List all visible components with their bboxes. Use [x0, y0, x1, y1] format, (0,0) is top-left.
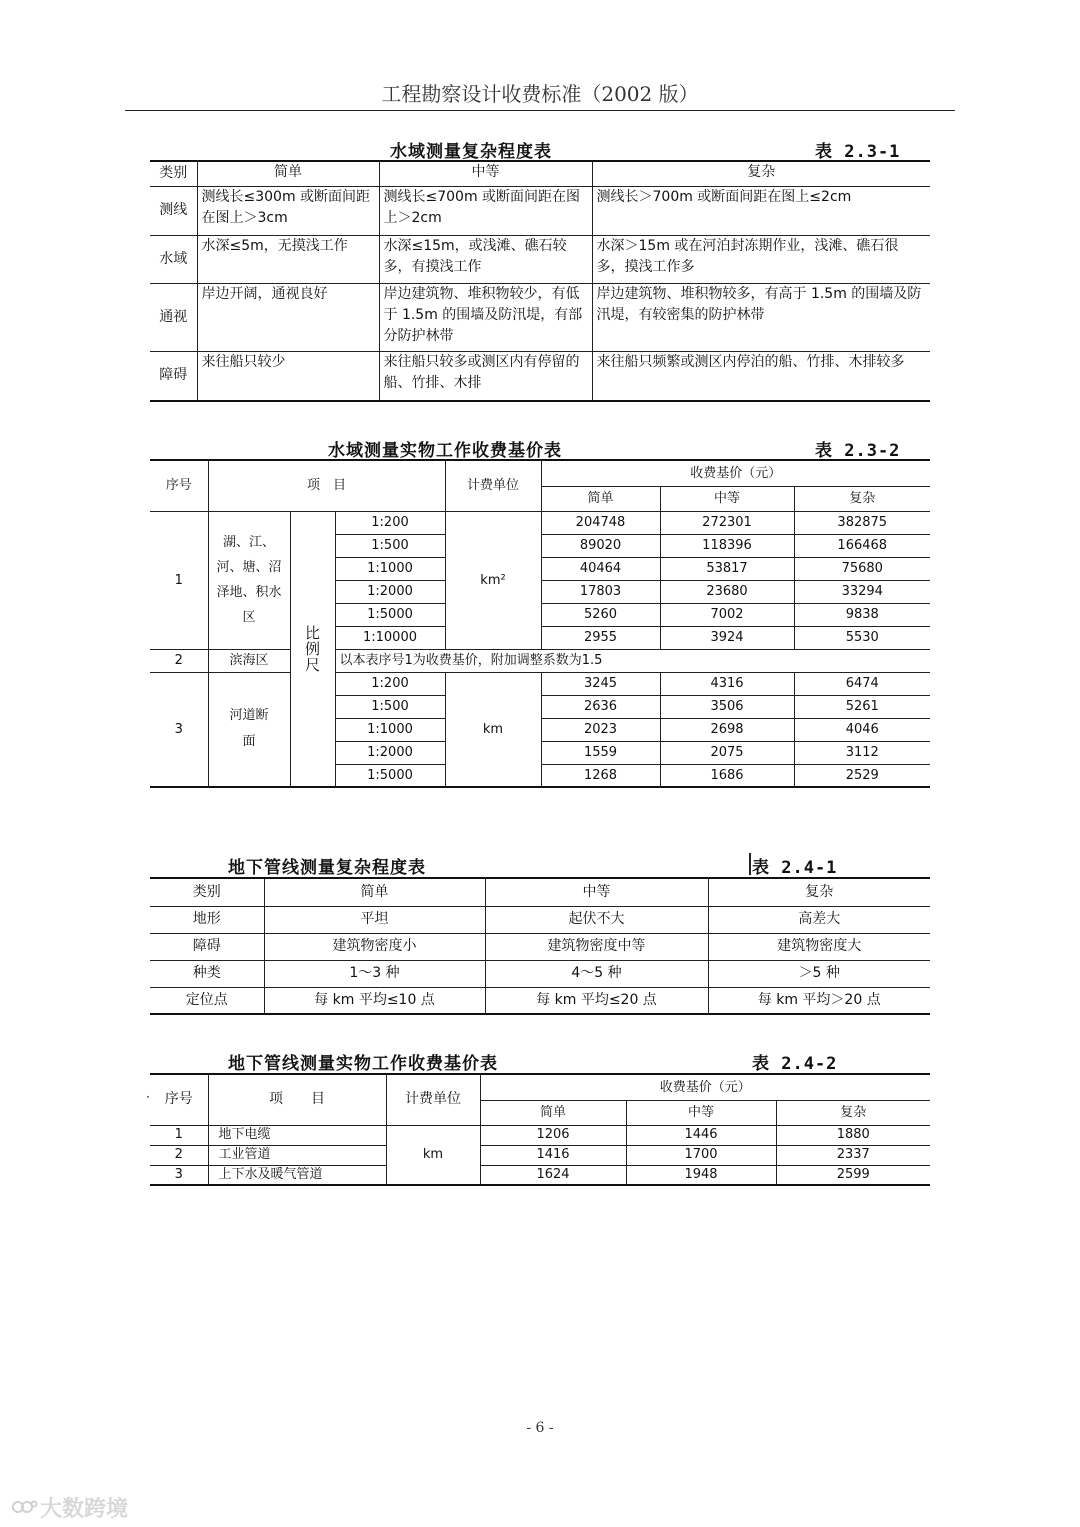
table-2-3-2-title: 水域测量实物工作收费基价表: [328, 441, 562, 461]
header-category: 类别: [150, 878, 264, 906]
table-2-4-1: [150, 877, 930, 1015]
header-simple: 简单: [264, 878, 485, 906]
table-2-3-1-title: 水域测量复杂程度表: [390, 142, 552, 162]
logo-icon: [12, 1498, 38, 1521]
table-row: 2 滨海区 以本表序号1为收费基价，附加调整系数为1.5: [150, 649, 930, 672]
scale-label: 比例尺: [290, 511, 335, 787]
table-row: 1:1000 2023 2698 4046: [150, 718, 930, 741]
table-2-3-1-number: 表 2.3-1: [815, 142, 901, 162]
table-row: 1 地下电缆 km 1206 1446 1880: [150, 1125, 930, 1145]
table-row: 1:2000 1559 2075 3112: [150, 741, 930, 764]
header-complex: 复杂: [708, 878, 930, 906]
group3-unit: km: [445, 672, 541, 787]
header-complex: 复杂: [776, 1100, 930, 1125]
table-2-4-2: [150, 1073, 930, 1186]
group1-name: 湖、江、河、塘、沼泽地、积水区: [208, 511, 290, 649]
table-row: 1:5000 5260 7002 9838: [150, 603, 930, 626]
header-rule: [125, 110, 955, 111]
table-row: 1:500 2636 3506 5261: [150, 695, 930, 718]
table-2-4-1-title: 地下管线测量复杂程度表: [228, 858, 426, 878]
header-complex: 复杂: [592, 161, 930, 186]
page-number: - 6 -: [526, 1420, 554, 1436]
table-2-4-2-title: 地下管线测量实物工作收费基价表: [228, 1054, 498, 1074]
header-simple: 简单: [480, 1100, 626, 1125]
table-2-3-2: [150, 459, 930, 788]
group3-name: 河道断面: [208, 672, 290, 787]
watermark-text: 大数跨境: [40, 1497, 129, 1522]
stray-mark: ·: [146, 1090, 150, 1104]
header-price: 收费基价（元）: [480, 1074, 930, 1100]
header-item: 项 目: [208, 460, 445, 511]
table-row: 障碍 来往船只较少 来往船只较多或测区内有停留的船、竹排、木排 来往船只频繁或测区内停泊的船、竹排、木排较多: [150, 351, 930, 401]
table-row: 通视 岸边开阔，通视良好 岸边建筑物、堆积物较少，有低于 1.5m 的围墙及防汛堤，有部分防护林带 岸边建筑物、堆积物较多，有高于 1.5m 的围墙及防汛堤，有较密集的防护林带: [150, 283, 930, 351]
page-header-title: 工程勘察设计收费标准（2002 版）: [381, 82, 699, 106]
table-row: 1:2000 17803 23680 33294: [150, 580, 930, 603]
table-row: 1 湖、江、河、塘、沼泽地、积水区 比例尺 1:200 km² 204748 272301 382875: [150, 511, 930, 534]
header-medium: 中等: [379, 161, 592, 186]
table-row: 种类 1～3 种 4～5 种 ＞5 种: [150, 960, 930, 987]
header-seq: 序号: [150, 1074, 208, 1125]
header-medium: 中等: [626, 1100, 776, 1125]
table-row: 水域 水深≤5m，无摸浅工作 水深≤15m，或浅滩、礁石较多，有摸浅工作 水深＞15m 或在河泊封冻期作业，浅滩、礁石很多，摸浅工作多: [150, 235, 930, 283]
table-row: 定位点 每 km 平均≤10 点 每 km 平均≤20 点 每 km 平均＞20 点: [150, 987, 930, 1014]
group2-name: 滨海区: [208, 649, 290, 672]
table-row: 测线 测线长≤300m 或断面间距在图上＞3cm 测线长≤700m 或断面间距在图上＞2cm 测线长＞700m 或断面间距在图上≤2cm: [150, 186, 930, 235]
header-unit: 计费单位: [386, 1074, 480, 1125]
table-row: 3 河道断面 1:200 km 3245 4316 6474: [150, 672, 930, 695]
header-price: 收费基价（元）: [541, 460, 930, 486]
table-2-4-2-unit: km: [386, 1125, 480, 1185]
watermark: [12, 1492, 128, 1523]
text-cursor: [749, 853, 751, 875]
header-category: 类别: [150, 161, 197, 186]
header-simple: 简单: [197, 161, 379, 186]
header-seq: 序号: [150, 460, 208, 511]
header-medium: 中等: [660, 486, 794, 511]
table-row: 3 上下水及暖气管道 1624 1948 2599: [150, 1165, 930, 1185]
header-simple: 简单: [541, 486, 660, 511]
table-row: 障碍 建筑物密度小 建筑物密度中等 建筑物密度大: [150, 933, 930, 960]
table-row: 1:500 89020 118396 166468: [150, 534, 930, 557]
group1-unit: km²: [445, 511, 541, 649]
table-2-3-2-number: 表 2.3-2: [815, 441, 901, 461]
table-row: 2 工业管道 1416 1700 2337: [150, 1145, 930, 1165]
table-2-4-1-number: 表 2.4-1: [752, 858, 838, 878]
group2-note: 以本表序号1为收费基价，附加调整系数为1.5: [335, 649, 930, 672]
header-complex: 复杂: [794, 486, 930, 511]
table-row: 1:1000 40464 53817 75680: [150, 557, 930, 580]
table-row: 1:5000 1268 1686 2529: [150, 764, 930, 787]
table-row: 1:10000 2955 3924 5530: [150, 626, 930, 649]
header-unit: 计费单位: [445, 460, 541, 511]
header-medium: 中等: [485, 878, 708, 906]
table-2-4-2-number: 表 2.4-2: [752, 1054, 838, 1074]
header-item: 项 目: [208, 1074, 386, 1125]
table-row: 地形 平坦 起伏不大 高差大: [150, 906, 930, 933]
table-2-3-1: [150, 160, 930, 402]
